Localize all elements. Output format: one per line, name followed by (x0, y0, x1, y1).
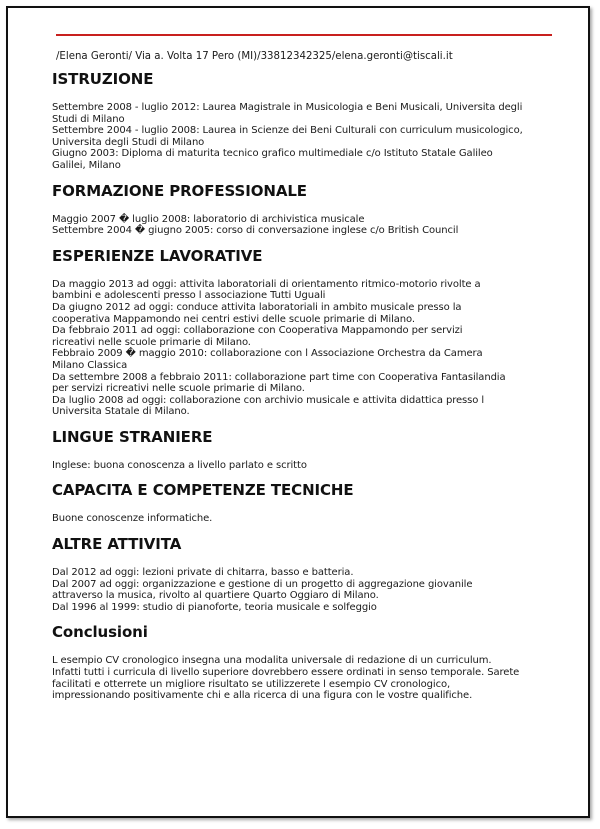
section-istruzione (52, 68, 552, 172)
text-line: attraverso la musica, rivolto al quartiere Quarto Oggiaro di Milano. (52, 590, 379, 602)
text-line: Febbraio 2009 � maggio 2010: collaborazione con l Associazione Orchestra da Camera (52, 348, 483, 360)
text-line: Dal 2007 ad oggi: organizzazione e gestione di un progetto di aggregazione giovanile (52, 578, 473, 590)
section-altre-attivita (52, 533, 552, 613)
text-line: Da luglio 2008 ad oggi: collaborazione con archivio musicale e attivita didattica presso l (52, 394, 485, 406)
text-line: Universita Statale di Milano. (52, 406, 190, 418)
text-line: Galilei, Milano (52, 159, 121, 171)
text-line: Infatti tutti i curricula di livello superiore dovrebbero essere ordinati in senso temporale. Sarete (52, 667, 520, 679)
section-esperienze (52, 245, 552, 418)
text-line: Settembre 2004 - luglio 2008: Laurea in Scienze dei Beni Culturali con curriculum musicologico, (52, 125, 523, 137)
section-title: Conclusioni (52, 623, 148, 642)
section-title: FORMAZIONE PROFESSIONALE (52, 181, 307, 200)
text-line: Da giugno 2012 ad oggi: conduce attivita laboratoriali in ambito musicale presso la (52, 301, 462, 313)
text-line: Buone conoscenze informatiche. (52, 513, 213, 525)
text-line: impressionando positivamente chi e alla ricerca di una figura con le vostre qualifiche. (52, 690, 473, 702)
section-capacita (52, 479, 552, 525)
section-conclusioni (52, 621, 552, 701)
section-title: LINGUE STRANIERE (52, 427, 213, 446)
text-line: L esempio CV cronologico insegna una modalita universale di redazione di un curriculum. (52, 655, 492, 667)
text-line: ricreativi nelle scuole primarie di Milano. (52, 336, 251, 348)
section-lines (52, 460, 552, 472)
section-lines (52, 279, 552, 418)
cv-body (52, 68, 552, 702)
text-line: Da febbraio 2011 ad oggi: collaborazione con Cooperativa Mappamondo per servizi (52, 325, 463, 337)
text-line: Milano Classica (52, 359, 128, 371)
section-title: ESPERIENZE LAVORATIVE (52, 246, 263, 265)
text-line: cooperativa Mappamondo nei centri estivi delle scuole primarie di Milano. (52, 313, 415, 325)
section-title: CAPACITA E COMPETENZE TECNICHE (52, 481, 354, 500)
section-lingue (52, 426, 552, 472)
text-line: per servizi ricreativi nelle scuole primarie di Milano. (52, 383, 305, 395)
text-line: Da settembre 2008 a febbraio 2011: collaborazione part time con Cooperativa Fantasilandia (52, 371, 506, 383)
text-line: Universita degli Studi di Milano (52, 136, 205, 148)
section-formazione (52, 180, 552, 237)
text-line: Settembre 2004 � giugno 2005: corso di conversazione inglese c/o British Council (52, 225, 459, 237)
text-line: Settembre 2008 - luglio 2012: Laurea Magistrale in Musicologia e Beni Musicali, Universita degli (52, 102, 523, 113)
text-line: Inglese: buona conoscenza a livello parlato e scritto (52, 459, 307, 471)
contact-line: /Elena Geronti/ Via a. Volta 17 Pero (MI)/33812342325/elena.geronti@tiscali.it (56, 51, 453, 62)
section-title: ALTRE ATTIVITA (52, 535, 182, 554)
section-lines (52, 655, 552, 701)
section-title: ISTRUZIONE (52, 70, 154, 88)
section-lines (52, 567, 552, 613)
text-line: Maggio 2007 � luglio 2008: laboratorio di archivistica musicale (52, 213, 365, 225)
text-line: Giugno 2003: Diploma di maturita tecnico grafico multimediale c/o Istituto Statale Galileo (52, 148, 493, 160)
text-line: Dal 1996 al 1999: studio di pianoforte, teoria musicale e solfeggio (52, 601, 377, 613)
section-lines (52, 102, 552, 172)
text-line: facilitati e otterrete un migliore risultato se utilizzerete l esempio CV cronologico, (52, 678, 451, 690)
text-line: Studi di Milano (52, 113, 125, 125)
text-line: Da maggio 2013 ad oggi: attivita laboratoriali di orientamento ritmico-motorio rivolte a (52, 278, 481, 290)
text-line: bambini e adolescenti presso l associazione Tutti Uguali (52, 290, 326, 302)
section-lines (52, 214, 552, 237)
section-lines (52, 513, 552, 525)
text-line: Dal 2012 ad oggi: lezioni private di chitarra, basso e batteria. (52, 567, 354, 579)
header-divider (56, 34, 552, 36)
